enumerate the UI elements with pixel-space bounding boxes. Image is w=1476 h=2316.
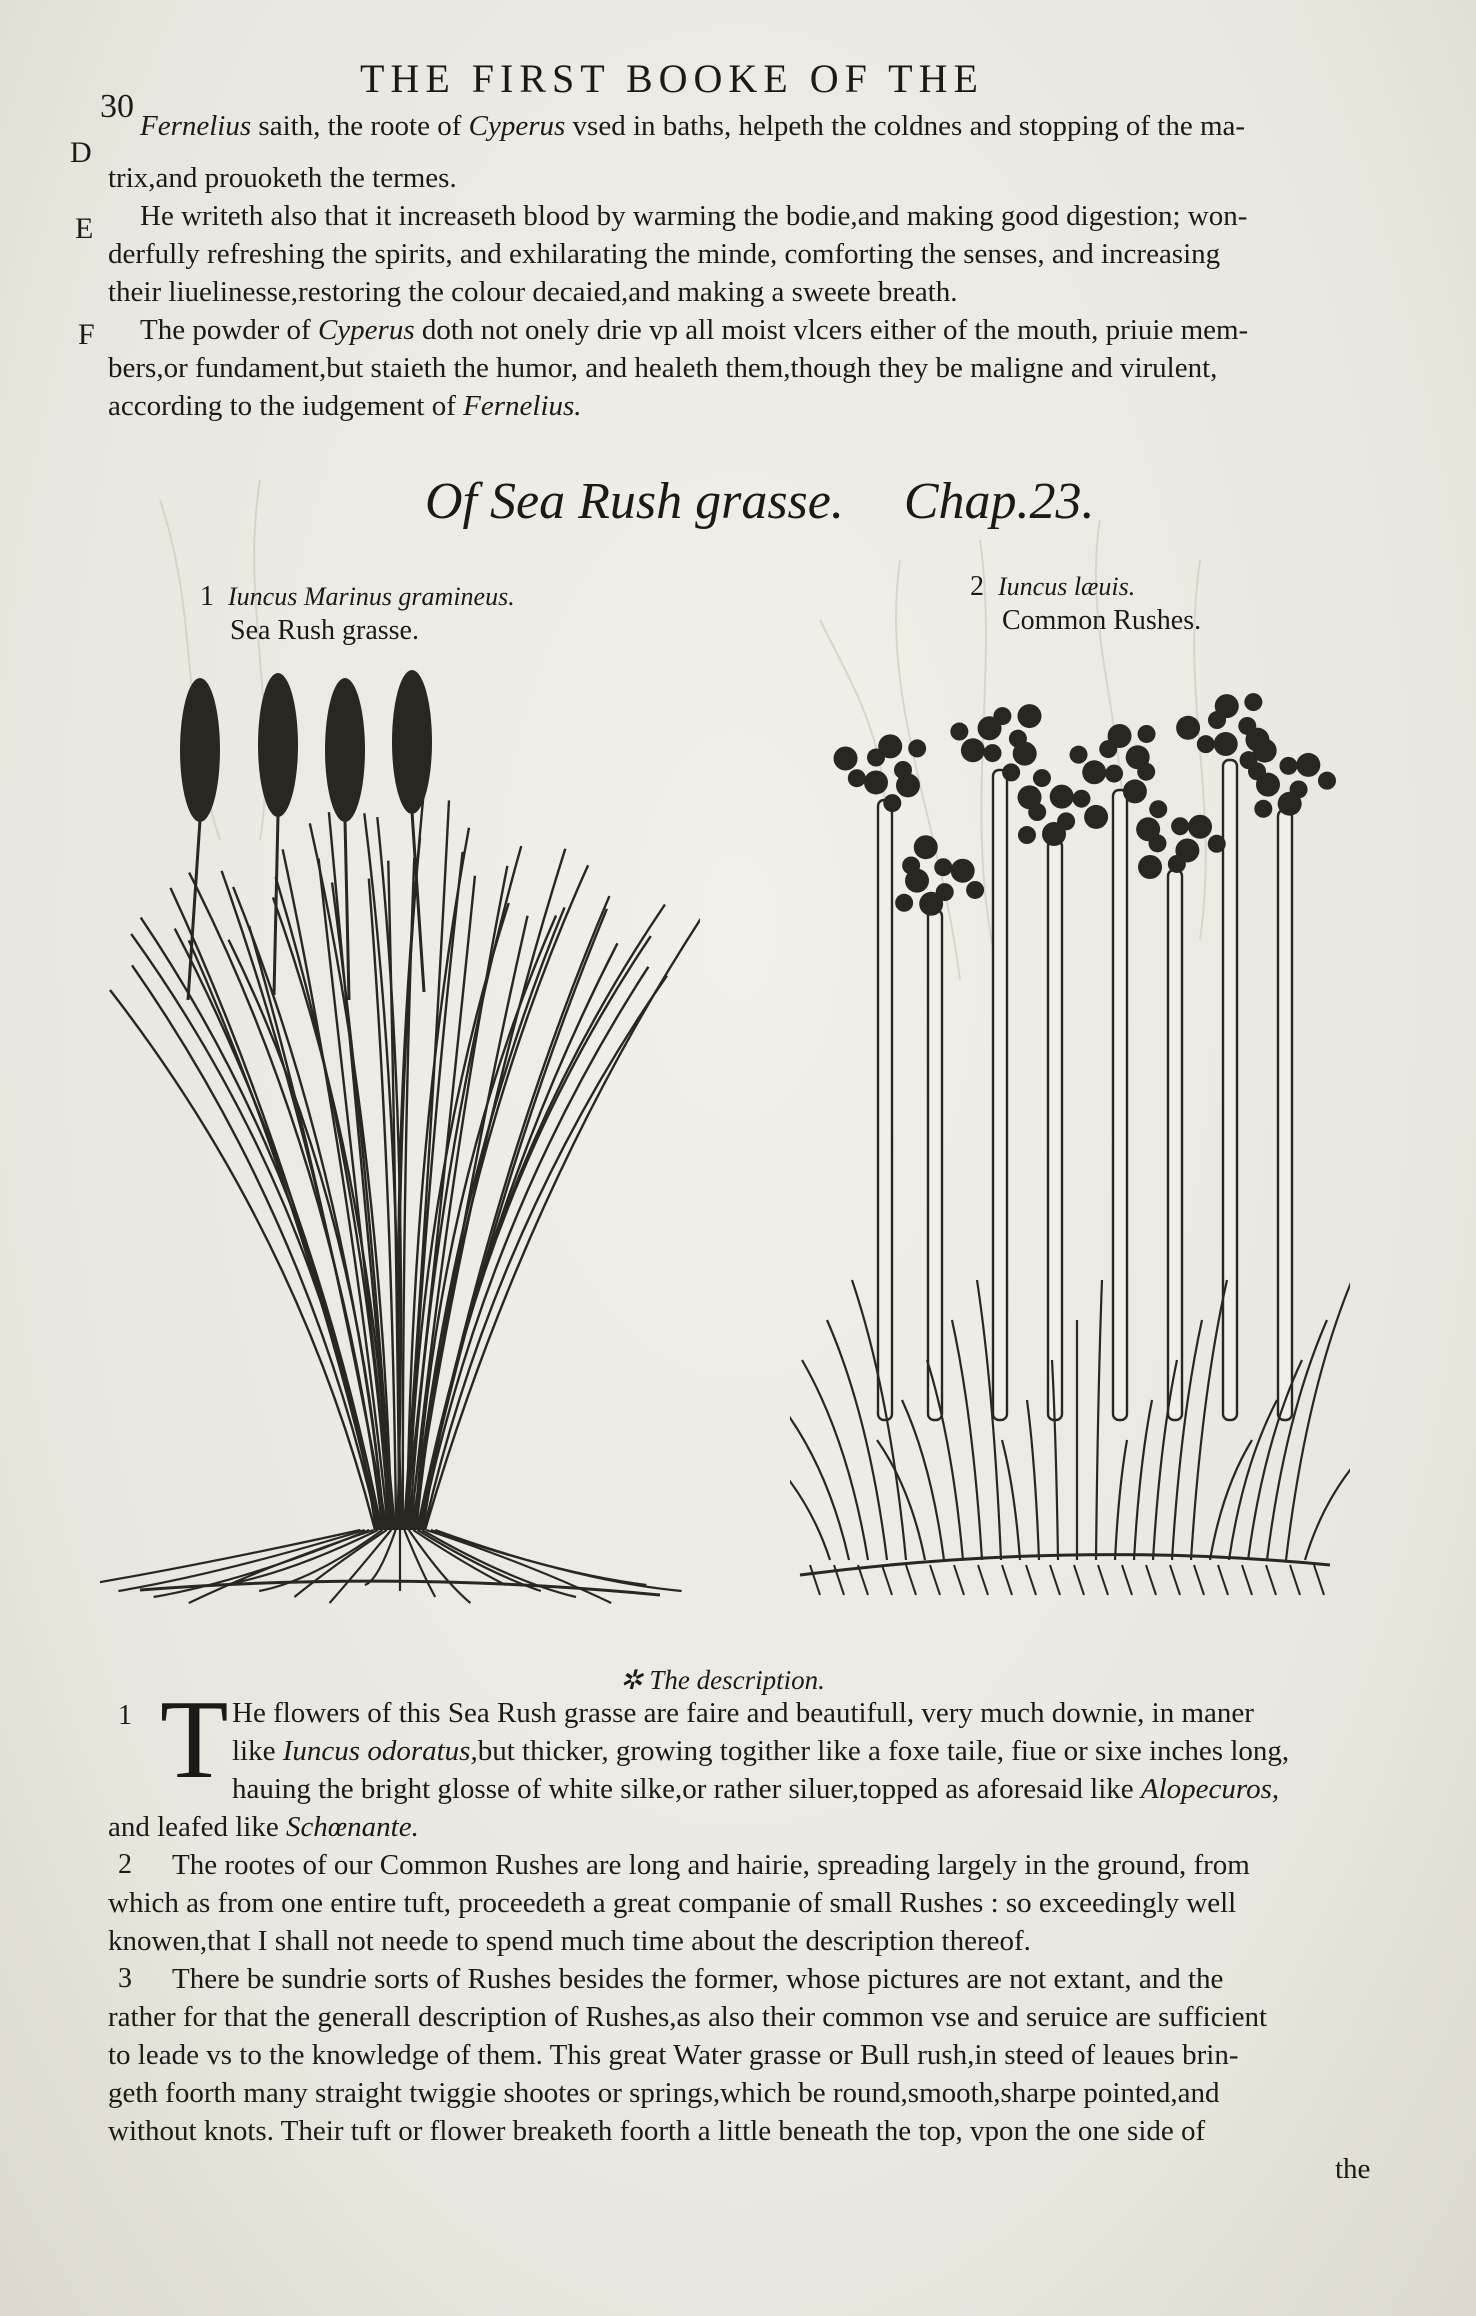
floret — [834, 747, 858, 771]
para-e-line-3: their liuelinesse,restoring the colour decaied,and making a sweete breath. — [108, 276, 958, 308]
desc-2-line-3: knowen,that I shall not neede to spend much time about the description thereof. — [108, 1925, 1031, 1957]
basal-leaf — [802, 1360, 868, 1560]
desc-3-line-2: rather for that the generall description of Rushes,as also their common vse and seruice are sufficient — [108, 2001, 1268, 2033]
text-run: The powder of — [140, 314, 318, 346]
grass-tuft-mark — [1194, 1565, 1204, 1595]
floret — [902, 856, 920, 874]
desc-number-3: 3 — [118, 1963, 132, 1994]
grass-tuft-mark — [1050, 1565, 1060, 1595]
grass-tuft-mark — [978, 1565, 988, 1595]
grass-tuft-mark — [1146, 1565, 1156, 1595]
grass-tuft-mark — [930, 1565, 940, 1595]
floret — [950, 723, 968, 741]
rush-flower-cluster — [1248, 739, 1336, 818]
spike-stem — [345, 820, 349, 1000]
para-d-line-2: trix,and prouoketh the termes. — [108, 162, 457, 194]
flower-spike — [258, 673, 298, 995]
para-e-line-2: derfully refreshing the spirits, and exhilarating the minde, comforting the senses, and increasing — [108, 238, 1221, 270]
grass-tuft-mark — [882, 1565, 892, 1595]
chapter-heading — [425, 472, 1095, 531]
grass-tuft-mark — [858, 1565, 868, 1595]
basal-leaf — [902, 1400, 944, 1560]
basal-leaf — [1027, 1400, 1039, 1560]
floret — [1002, 763, 1020, 781]
chapter-title: Of Sea Rush grasse. — [425, 473, 844, 530]
author-name: Fernelius. — [463, 390, 582, 422]
common-rushes-woodcut — [790, 660, 1350, 1630]
floret — [1215, 694, 1239, 718]
basal-leaf — [952, 1320, 982, 1560]
rush-flower-cluster — [1136, 800, 1226, 879]
floret — [1254, 800, 1272, 818]
rush-flower-cluster — [895, 835, 984, 916]
rush-stem — [1048, 840, 1062, 1420]
spike-head — [325, 678, 365, 822]
root-strand — [431, 1530, 647, 1585]
basal-leaf — [790, 1440, 830, 1560]
text-run: and leafed like — [108, 1811, 286, 1843]
text-run: vsed in baths, helpeth the coldnes and stopping of the ma- — [565, 110, 1246, 142]
rush-stem — [993, 770, 1007, 1420]
floret — [1018, 785, 1042, 809]
desc-3-line-4: geth foorth many straight twiggie shootes or springs,which be round,smooth,sharpe pointed,and — [108, 2077, 1220, 2109]
basal-leaf — [1191, 1280, 1227, 1560]
running-head: THE FIRST BOOKE OF THE — [360, 56, 984, 101]
text-run: like — [232, 1735, 283, 1767]
floret — [1188, 815, 1212, 839]
text-run: saith, the roote of — [251, 110, 469, 142]
floret — [1279, 757, 1297, 775]
basal-leaf — [1248, 1360, 1302, 1560]
floret — [1318, 772, 1336, 790]
floret — [966, 881, 984, 899]
floret — [1278, 792, 1302, 816]
figure-2-caption — [970, 570, 1201, 638]
floret — [993, 707, 1011, 725]
figure-2-english: Common Rushes. — [1002, 605, 1202, 636]
root-strand — [426, 1530, 611, 1603]
floret — [1149, 800, 1167, 818]
margin-letter-d: D — [70, 136, 92, 169]
basal-leaf — [790, 1400, 849, 1560]
rush-stem — [878, 800, 892, 1420]
sea-rush-grass-woodcut — [100, 670, 700, 1630]
figure-2-number: 2 — [970, 571, 984, 602]
desc-2-line-1: The rootes of our Common Rushes are long and hairie, spreading largely in the ground, from — [172, 1849, 1250, 1881]
chapter-number: Chap.23. — [903, 473, 1095, 530]
text-run: doth not onely drie vp all moist vlcers either of the mouth, priuie mem- — [414, 314, 1249, 346]
floret — [1042, 822, 1066, 846]
grass-tuft-mark — [1314, 1565, 1324, 1595]
plant-name: Schœnante. — [285, 1811, 419, 1843]
figure-2-latin: Iuncus læuis. — [998, 572, 1136, 601]
basal-leaf — [1002, 1440, 1020, 1560]
floret — [1137, 763, 1155, 781]
desc-3-line-1: There be sundrie sorts of Rushes besides the former, whose pictures are not extant, and the — [172, 1963, 1224, 1995]
floret — [1208, 835, 1226, 853]
floret — [1105, 765, 1123, 783]
basal-leaf — [1286, 1280, 1350, 1560]
floret — [848, 769, 866, 787]
spike-head — [258, 673, 298, 817]
page-number: 30 — [100, 88, 134, 125]
floret — [896, 773, 920, 797]
desc-3-line-5: without knots. Their tuft or flower breaketh foorth a little beneath the top, vpon the one side of — [108, 2115, 1206, 2147]
rush-stem — [1113, 790, 1127, 1420]
para-f-line-2: bers,or fundament,but staieth the humor, and healeth them,though they be maligne and virulent, — [108, 352, 1218, 384]
grass-tuft-mark — [1002, 1565, 1012, 1595]
floret — [1082, 760, 1106, 784]
floret — [1108, 724, 1132, 748]
plant-name: Iuncus odoratus, — [282, 1735, 478, 1767]
basal-leaf — [1305, 1440, 1350, 1560]
description-heading: ✲ The description. — [620, 1665, 825, 1695]
grass-tuft-mark — [906, 1565, 916, 1595]
grass-tuft-mark — [1266, 1565, 1276, 1595]
spike-head — [392, 670, 432, 814]
spike-stem — [274, 815, 278, 995]
basal-leaf — [1096, 1280, 1102, 1560]
floret — [1084, 805, 1108, 829]
text-run: according to the iudgement of — [108, 390, 464, 422]
grass-blade — [131, 934, 377, 1530]
floret — [1138, 855, 1162, 879]
floret — [1033, 769, 1051, 787]
floret — [1013, 742, 1037, 766]
desc-1-line-2 — [232, 1735, 1289, 1768]
author-name: Fernelius — [140, 110, 252, 142]
spike-head — [180, 678, 220, 822]
floret — [1244, 693, 1262, 711]
grass-tuft-mark — [1026, 1565, 1036, 1595]
margin-letter-e: E — [75, 212, 94, 245]
figure-1-caption — [200, 580, 515, 648]
floret — [1214, 732, 1238, 756]
floret — [951, 859, 975, 883]
rush-stem — [1168, 870, 1182, 1420]
floret — [1253, 739, 1277, 763]
floret — [919, 892, 943, 916]
figure-1-english: Sea Rush grasse. — [230, 615, 419, 646]
rush-stem — [1278, 810, 1292, 1420]
grass-blade — [329, 812, 395, 1530]
text-run: but thicker, growing togither like a foxe taile, fiue or sixe inches long, — [477, 1735, 1290, 1767]
root-strand — [294, 1530, 386, 1597]
desc-1-line-1: He flowers of this Sea Rush grasse are faire and beautifull, very much downie, in maner — [232, 1697, 1254, 1729]
margin-letter-f: F — [78, 318, 95, 351]
floret — [1138, 725, 1156, 743]
figure-1-number: 1 — [200, 581, 214, 612]
floret — [883, 794, 901, 812]
ground-line — [800, 1555, 1330, 1575]
desc-number-2: 2 — [118, 1849, 132, 1880]
plant-name: Cyperus — [317, 314, 415, 346]
floret — [1070, 746, 1088, 764]
floret — [1017, 704, 1041, 728]
desc-1-line-4 — [108, 1811, 419, 1844]
grass-tuft-mark — [1218, 1565, 1228, 1595]
desc-1-line-3 — [232, 1773, 1279, 1806]
grass-blade — [406, 852, 463, 1530]
desc-3-line-3: to leade vs to the knowledge of them. This great Water grasse or Bull rush,in steed of leaues brin- — [108, 2039, 1239, 2071]
figure-1-latin: Iuncus Marinus gramineus. — [228, 582, 515, 611]
floret — [1072, 790, 1090, 808]
floret — [1018, 826, 1036, 844]
desc-2-line-2: which as from one entire tuft, proceedeth a great companie of small Rushes : so exceedingly well — [108, 1887, 1237, 1919]
floret — [1197, 735, 1215, 753]
floret — [1050, 785, 1074, 809]
floret — [908, 739, 926, 757]
floret — [1176, 716, 1200, 740]
floret — [1171, 817, 1189, 835]
floret — [934, 858, 952, 876]
desc-number-1: 1 — [118, 1700, 132, 1731]
floret — [864, 770, 888, 794]
grass-tuft-mark — [1098, 1565, 1108, 1595]
root-strand — [189, 1530, 374, 1603]
floret — [1123, 779, 1147, 803]
drop-cap: T — [160, 1678, 229, 1802]
basal-leaf — [1115, 1440, 1127, 1560]
floret — [1168, 855, 1186, 873]
grass-tuft-mark — [1170, 1565, 1180, 1595]
floret — [1136, 817, 1160, 841]
grass-tuft-mark — [1242, 1565, 1252, 1595]
plant-name: Alopecuros, — [1140, 1773, 1280, 1805]
floret — [878, 734, 902, 758]
grass-blade — [423, 936, 651, 1530]
plant-name: Cyperus — [468, 110, 566, 142]
rush-stem — [928, 910, 942, 1420]
grass-tuft-mark — [954, 1565, 964, 1595]
rush-stem — [1223, 760, 1237, 1420]
para-f-line-3 — [108, 390, 582, 423]
floret — [961, 738, 985, 762]
grass-tuft-mark — [1074, 1565, 1084, 1595]
grass-tuft-mark — [1290, 1565, 1300, 1595]
floret — [1248, 762, 1266, 780]
catchword: the — [1335, 2153, 1371, 2185]
floret — [1296, 753, 1320, 777]
floret — [895, 894, 913, 912]
grass-tuft-mark — [1122, 1565, 1132, 1595]
grass-tuft-mark — [810, 1565, 820, 1595]
grass-blade — [412, 916, 528, 1530]
grass-blade — [421, 967, 649, 1530]
para-d-line-1 — [140, 110, 1245, 143]
text-run: hauing the bright glosse of white silke,or rather siluer,topped as aforesaid like — [232, 1773, 1141, 1805]
para-e-line-1: He writeth also that it increaseth blood by warming the bodie,and making good digestion; won- — [140, 200, 1248, 232]
floret — [984, 744, 1002, 762]
basal-leaf — [1134, 1400, 1152, 1560]
para-f-line-1 — [140, 314, 1248, 347]
floret — [914, 835, 938, 859]
